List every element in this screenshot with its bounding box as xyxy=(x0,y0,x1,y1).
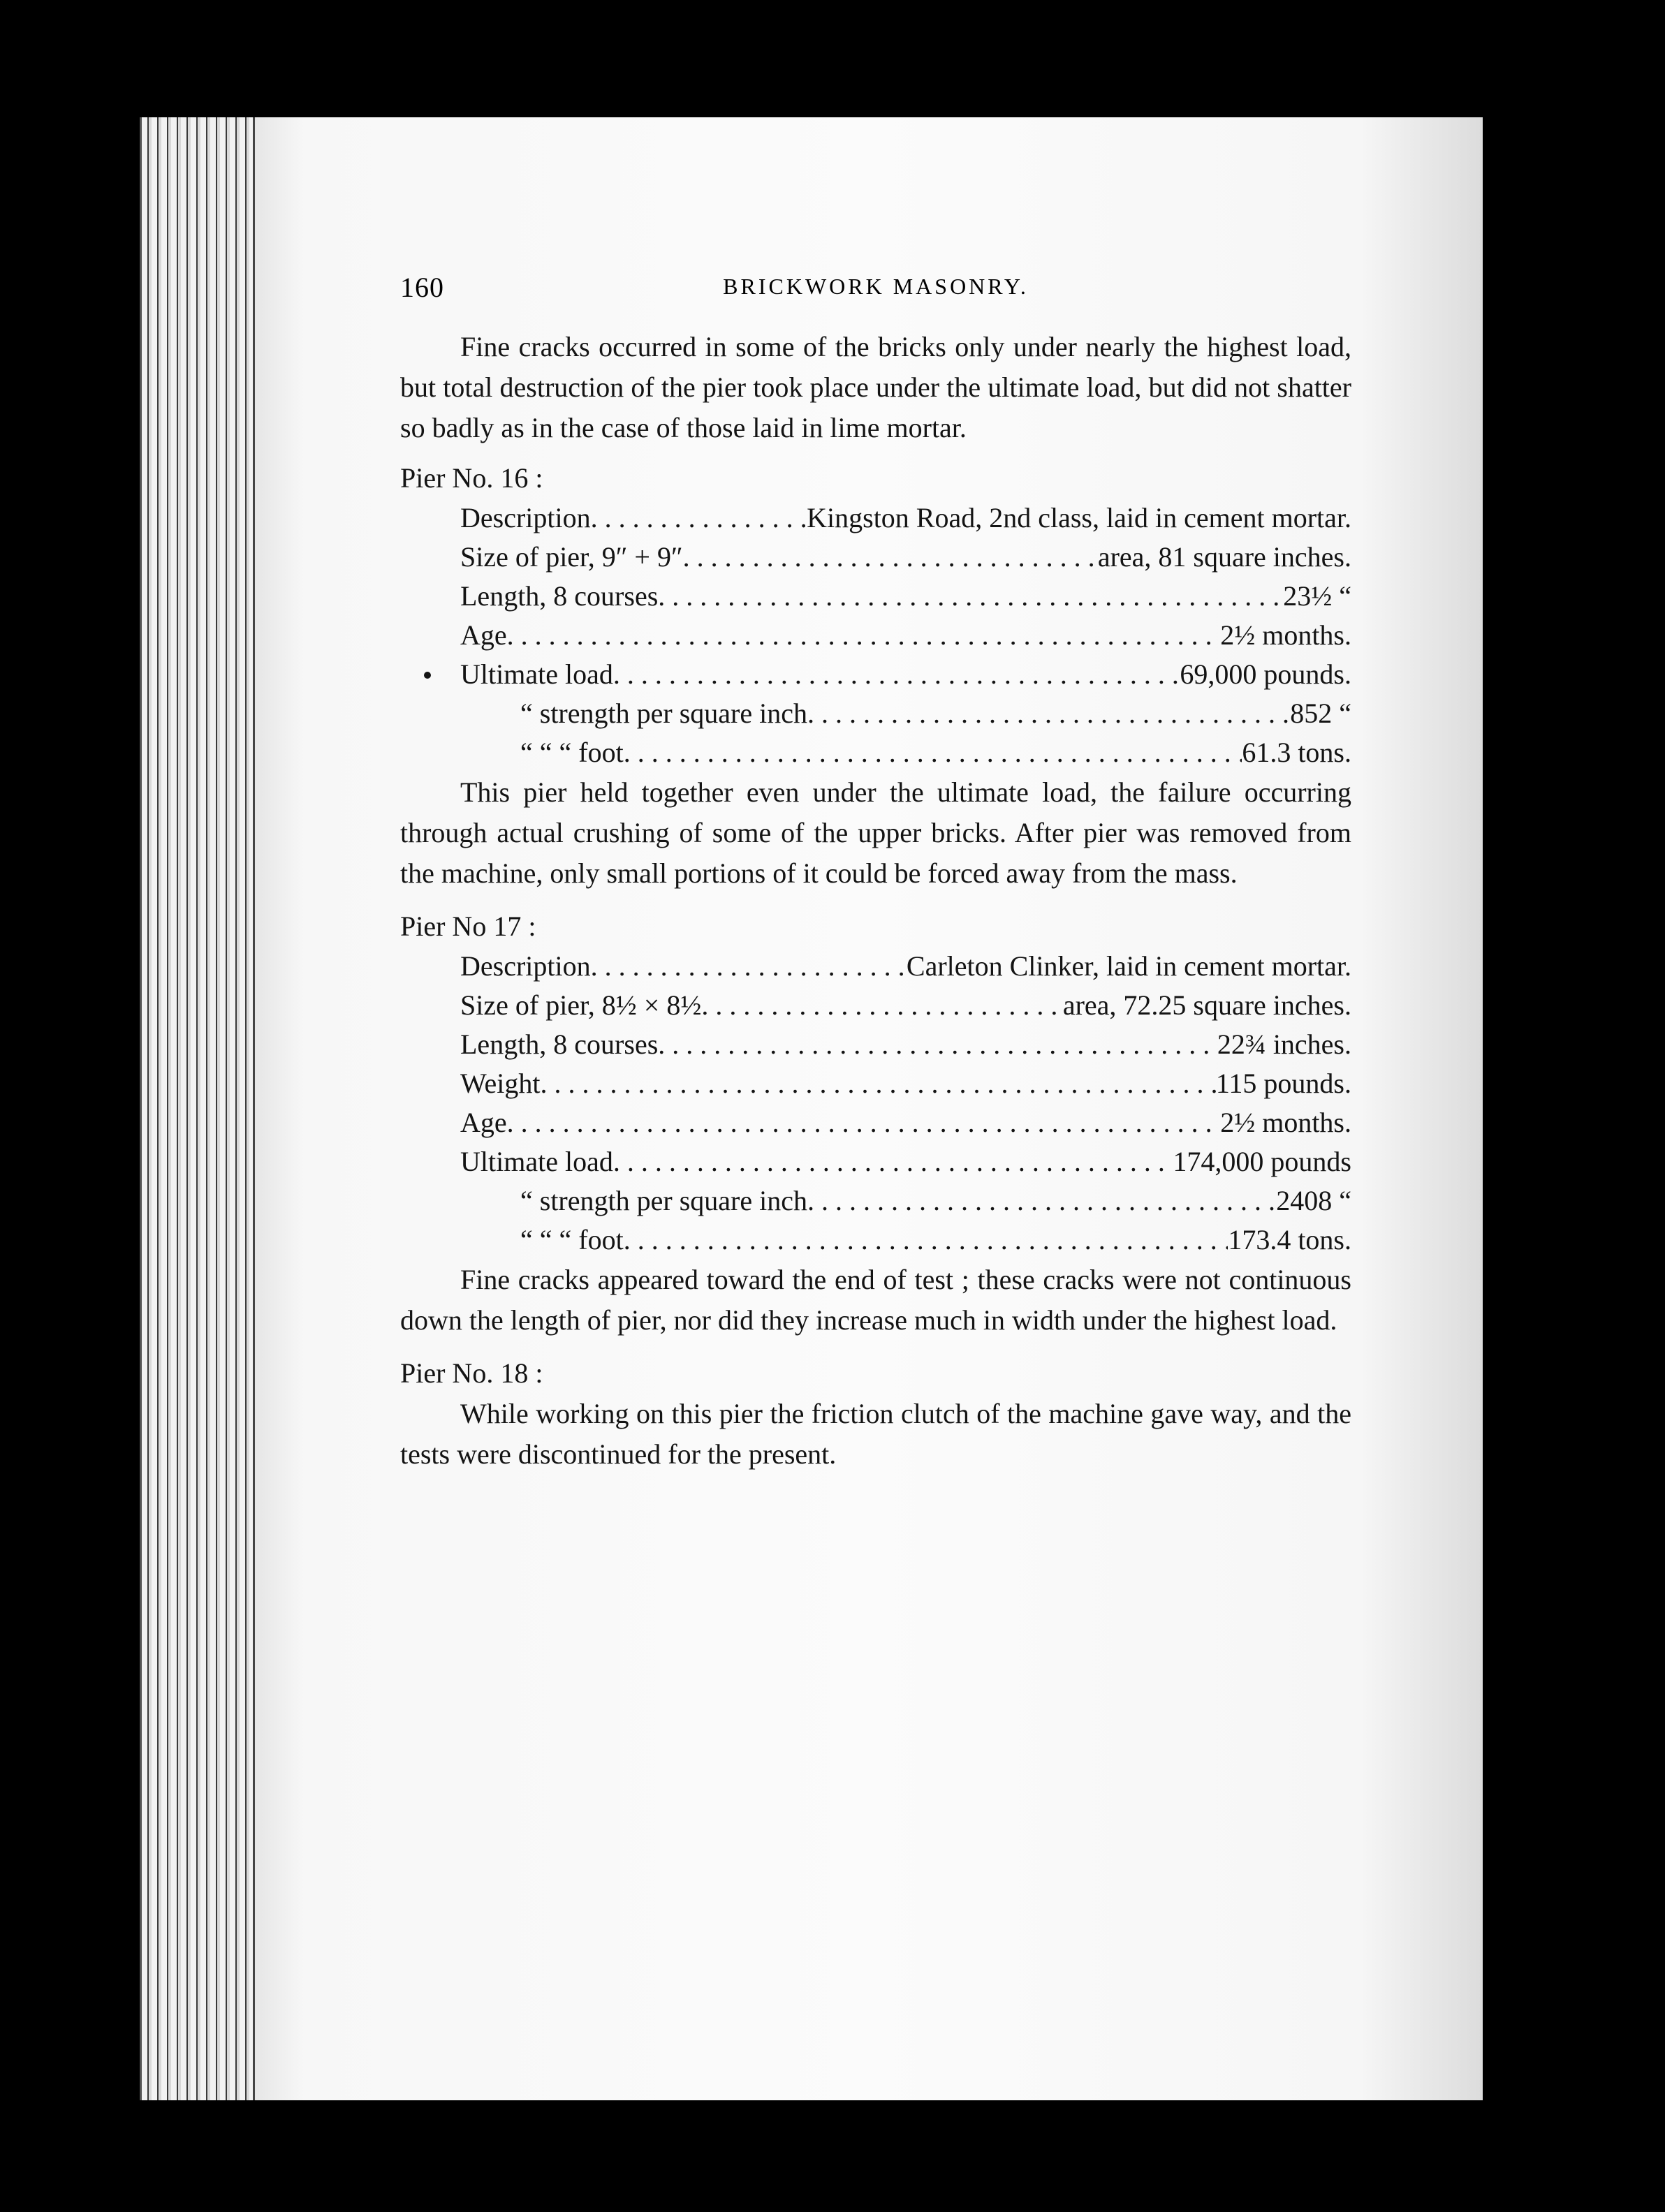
pier-16-note: This pier held together even under the ultimate load, the failure occurring through actual crushing of some of the upper bricks. After pier was removed from the machine, only small portions of it could be forced away from the mass. xyxy=(400,776,1351,889)
leader-dots xyxy=(507,616,1221,655)
spec-row: Description . . . Carleton Clinker, laid in cement mortar. xyxy=(460,947,1351,986)
leader-dots xyxy=(541,1064,1216,1103)
spec-row: Length, 8 courses . . . 23½ “ xyxy=(460,577,1351,616)
spec-row: Age . . . 2½ months. xyxy=(460,616,1351,655)
spec-row: Age . . . 2½ months. xyxy=(460,1103,1351,1142)
pier-17-note: Fine cracks appeared toward the end of test ; these cracks were not continuous down the length of pier, nor did they increase much in width under the highest load. xyxy=(400,1264,1351,1336)
leader-dots xyxy=(613,655,1180,694)
spec-row: Weight . . . 115 pounds. xyxy=(460,1064,1351,1103)
spec-row: Ultimate load . . . 69,000 pounds. xyxy=(460,655,1351,694)
leader-dots xyxy=(624,733,1242,772)
leader-dots xyxy=(701,986,1062,1025)
pier-16-specs xyxy=(400,499,1351,772)
running-title: BRICKWORK MASONRY. xyxy=(723,274,1029,299)
spec-row: Ultimate load . . . 174,000 pounds xyxy=(460,1142,1351,1181)
leader-dots xyxy=(624,1221,1228,1260)
leader-dots xyxy=(807,1181,1276,1221)
leader-dots xyxy=(683,538,1098,577)
pier-18-heading: Pier No. 18 : xyxy=(400,1357,543,1389)
pier-18-note: While working on this pier the friction clutch of the machine gave way, and the tests were discontinued for the present. xyxy=(400,1398,1351,1470)
spec-row: Size of pier, 9″ + 9″ . . . area, 81 square inches. xyxy=(460,538,1351,577)
leader-dots xyxy=(591,947,907,986)
spec-row: Length, 8 courses . . . 22¾ inches. xyxy=(460,1025,1351,1064)
spec-row: “ “ “ foot . . . 173.4 tons. xyxy=(520,1221,1351,1260)
leader-dots xyxy=(507,1103,1221,1142)
spec-row: “ strength per square inch . . . 2408 “ xyxy=(520,1181,1351,1221)
intro-paragraph: Fine cracks occurred in some of the bricks only under nearly the highest load, but total destruction of the pier took place under the ultimate load, but did not shatter so badly as in the case of those laid in lime mortar. xyxy=(400,331,1351,443)
leader-dots xyxy=(591,499,807,538)
page-number: 160 xyxy=(400,272,444,303)
book-page xyxy=(253,117,1483,2100)
spec-row: “ “ “ foot . . . 61.3 tons. xyxy=(520,733,1351,772)
pier-17-specs xyxy=(400,947,1351,1260)
pier-16-heading: Pier No. 16 : xyxy=(400,462,543,494)
ink-dot xyxy=(424,672,431,679)
leader-dots xyxy=(658,577,1283,616)
spec-row: Size of pier, 8½ × 8½ . . . area, 72.25 square inches. xyxy=(460,986,1351,1025)
page-header xyxy=(400,271,1351,313)
leader-dots xyxy=(613,1142,1173,1181)
book-page-edges xyxy=(140,117,267,2100)
leader-dots xyxy=(807,694,1290,733)
spec-row: Description . . . Kingston Road, 2nd class, laid in cement mortar. xyxy=(460,499,1351,538)
spec-row: “ strength per square inch . . . 852 “ xyxy=(520,694,1351,733)
leader-dots xyxy=(658,1025,1217,1064)
body-text xyxy=(400,327,1351,1475)
pier-17-heading: Pier No 17 : xyxy=(400,910,536,942)
